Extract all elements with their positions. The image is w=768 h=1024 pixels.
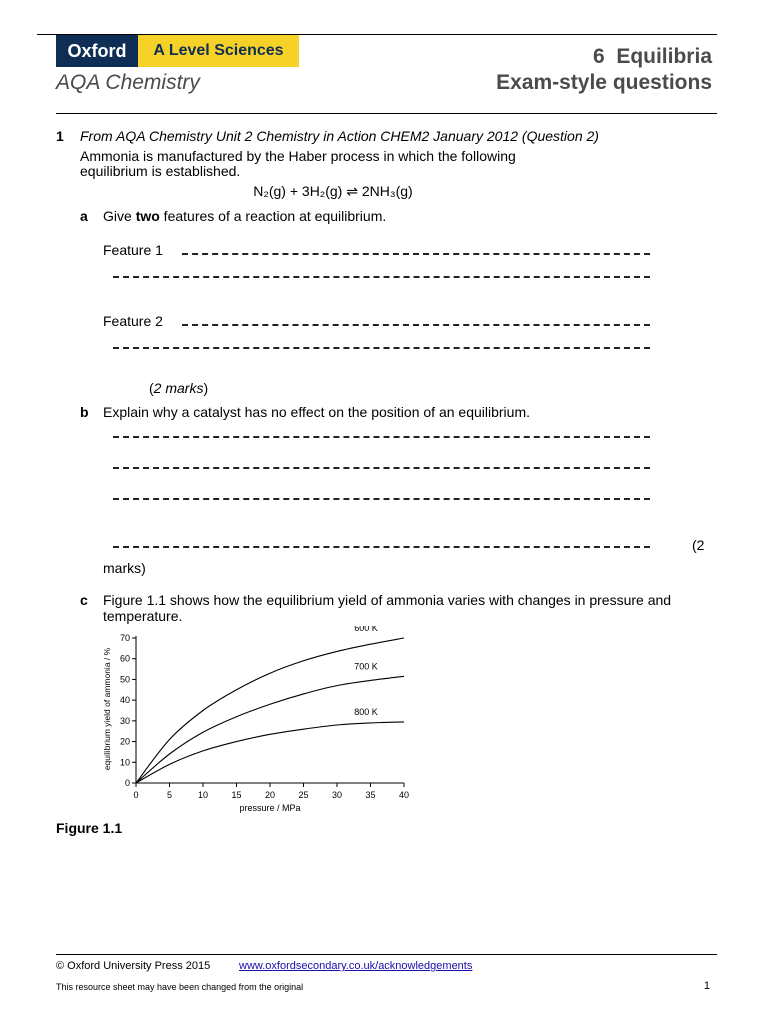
feature2-answer-line[interactable]: [182, 324, 650, 326]
y-tick-label: 60: [119, 653, 130, 664]
y-tick-label: 10: [119, 757, 130, 768]
part-a-label: a: [80, 208, 88, 224]
question-number: 1: [56, 128, 64, 144]
part-b-marks-close: marks): [103, 560, 146, 576]
chapter-title: Equilibria: [616, 45, 712, 68]
y-tick-label: 50: [119, 674, 130, 685]
y-axis-label: equilibrium yield of ammonia / %: [102, 647, 112, 771]
part-c-text-2: temperature.: [103, 608, 183, 624]
y-tick-label: 40: [119, 695, 130, 706]
subject-title: AQA Chemistry: [56, 71, 200, 94]
series-line-700k: [136, 676, 404, 783]
chapter-number: 6: [592, 45, 605, 68]
oxford-logo: Oxford: [56, 35, 138, 67]
series-label: 800 K: [354, 706, 378, 717]
header-rule: [56, 113, 717, 114]
part-b-answer-line-2[interactable]: [113, 467, 650, 469]
section-title: Exam-style questions: [496, 71, 712, 94]
part-b-answer-line-4[interactable]: [113, 546, 650, 548]
part-a-marks-text: 2 marks: [153, 380, 204, 396]
feature1-label: Feature 1: [103, 242, 163, 258]
y-tick-label: 30: [119, 715, 130, 726]
part-a-marks: (2 marks): [149, 380, 209, 396]
resource-note: This resource sheet may have been changed from the original: [56, 982, 304, 992]
x-tick-label: 40: [398, 790, 410, 800]
part-b-text: Explain why a catalyst has no effect on the position of an equilibrium.: [103, 404, 530, 420]
part-a-text-bold: two: [135, 208, 160, 224]
series-line-800k: [136, 722, 404, 783]
part-b-answer-line-1[interactable]: [113, 436, 650, 438]
part-a-text-after: features of a reaction at equilibrium.: [159, 208, 387, 224]
ammonia-yield-chart: [98, 626, 418, 818]
part-a-text-before: Give: [103, 208, 136, 224]
part-c-label: c: [80, 592, 88, 608]
question-intro-2: equilibrium is established.: [80, 163, 241, 179]
x-tick-label: 25: [298, 790, 309, 800]
series-label: 700 K: [354, 661, 378, 672]
x-tick-label: 10: [197, 790, 209, 800]
y-tick-label: 70: [119, 633, 130, 643]
part-c-text-1: Figure 1.1 shows how the equilibrium yield of ammonia varies with changes in pressure and: [103, 592, 672, 608]
question-intro-1: Ammonia is manufactured by the Haber process in which the following: [80, 148, 516, 164]
series-logo: A Level Sciences: [138, 35, 299, 67]
feature2-label: Feature 2: [103, 313, 163, 329]
part-b-label: b: [80, 404, 89, 420]
x-tick-label: 20: [264, 790, 276, 800]
figure-caption: Figure 1.1: [56, 820, 123, 836]
part-b-marks-open: (2: [692, 537, 705, 553]
copyright: © Oxford University Press 2015: [56, 960, 211, 972]
x-tick-label: 35: [365, 790, 376, 800]
question-source: From AQA Chemistry Unit 2 Chemistry in Action CHEM2 January 2012 (Question 2): [80, 128, 599, 144]
footer-rule: [56, 954, 717, 955]
feature2-answer-line-2[interactable]: [113, 347, 650, 349]
y-tick-label: 20: [119, 736, 130, 747]
feature1-answer-line[interactable]: [182, 253, 650, 255]
x-tick-label: 0: [133, 790, 139, 800]
series-label: 600 K: [354, 626, 378, 633]
x-tick-label: 15: [231, 790, 242, 800]
chapter-line: [496, 44, 712, 70]
acknowledgements-link[interactable]: www.oxfordsecondary.co.uk/acknowledgements: [239, 960, 473, 972]
x-tick-label: 5: [166, 790, 173, 800]
x-tick-label: 30: [331, 790, 343, 800]
feature1-answer-line-2[interactable]: [113, 276, 650, 278]
page-number: 1: [703, 980, 710, 992]
y-tick-label: 0: [124, 778, 130, 788]
part-a-text: [103, 208, 386, 224]
chapter-heading: [496, 44, 712, 96]
x-axis-label: pressure / MPa: [239, 803, 301, 813]
part-b-answer-line-3[interactable]: [113, 498, 650, 500]
haber-equation: N₂(g) + 3H₂(g) ⇌ 2NH₃(g): [253, 183, 413, 199]
